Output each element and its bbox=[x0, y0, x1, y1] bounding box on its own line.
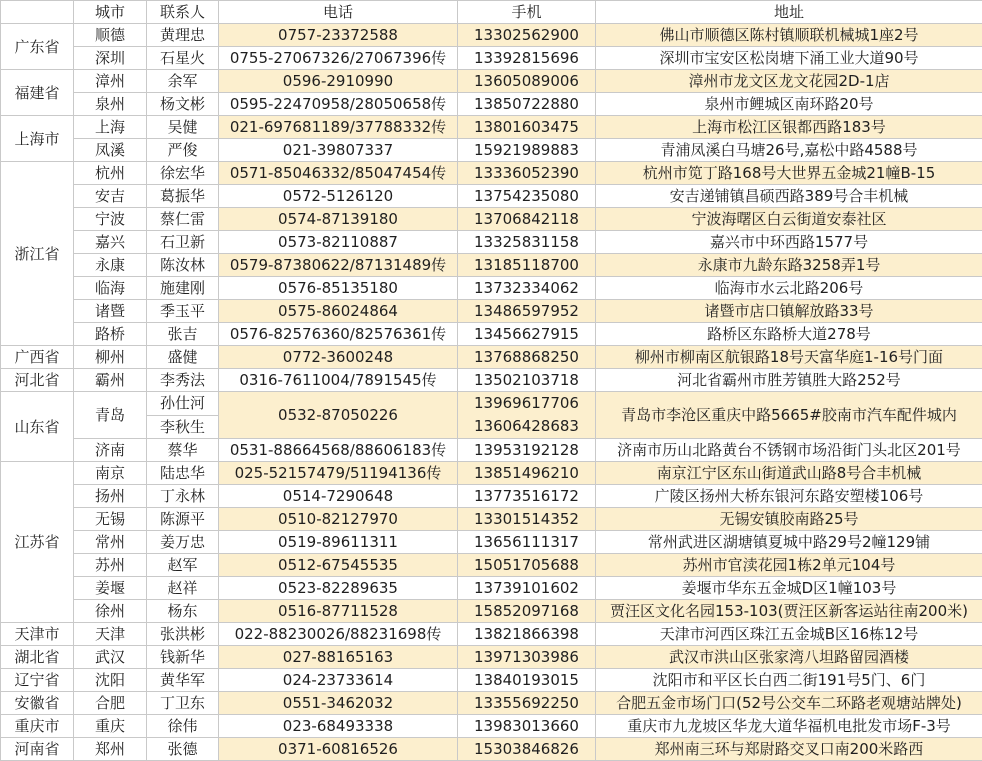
cell-city: 常州 bbox=[74, 531, 147, 554]
cell-mobile: 13605089006 bbox=[458, 70, 596, 93]
table-row bbox=[1, 369, 982, 392]
cell-address: 常州武进区湖塘镇夏城中路29号2幢129铺 bbox=[596, 531, 982, 554]
cell-contact: 丁卫东 bbox=[147, 692, 219, 715]
cell-contact: 余军 bbox=[147, 70, 219, 93]
cell-address: 临海市水云北路206号 bbox=[596, 277, 982, 300]
cell-phone: 0512-67545535 bbox=[219, 554, 458, 577]
cell-contact: 黄理忠 bbox=[147, 24, 219, 47]
cell-phone: 0371-60816526 bbox=[219, 738, 458, 761]
cell-contact: 盛健 bbox=[147, 346, 219, 369]
table-row bbox=[1, 554, 982, 577]
table-row bbox=[1, 162, 982, 185]
cell-city: 扬州 bbox=[74, 485, 147, 508]
table-row bbox=[1, 323, 982, 346]
cell-phone: 0316-7611004/7891545传 bbox=[219, 369, 458, 392]
cell-mobile: 13502103718 bbox=[458, 369, 596, 392]
cell-address: 佛山市顺德区陈村镇顺联机械城1座2号 bbox=[596, 24, 982, 47]
cell-city: 凤溪 bbox=[74, 139, 147, 162]
cell-mobile: 13656111317 bbox=[458, 531, 596, 554]
cell-address: 天津市河西区珠江五金城B区16栋12号 bbox=[596, 623, 982, 646]
cell-city: 宁波 bbox=[74, 208, 147, 231]
table-row bbox=[1, 231, 982, 254]
cell-contact: 丁永林 bbox=[147, 485, 219, 508]
cell-city: 上海 bbox=[74, 116, 147, 139]
cell-address: 沈阳市和平区长白西二街191号5门、6门 bbox=[596, 669, 982, 692]
cell-province: 天津市 bbox=[1, 623, 74, 646]
cell-phone: 021-697681189/37788332传 bbox=[219, 116, 458, 139]
cell-address: 深圳市宝安区松岗塘下涌工业大道90号 bbox=[596, 47, 982, 70]
cell-province: 广西省 bbox=[1, 346, 74, 369]
cell-phone: 0514-7290648 bbox=[219, 485, 458, 508]
cell-address: 青浦凤溪白马塘26号,嘉松中路4588号 bbox=[596, 139, 982, 162]
table-row bbox=[1, 692, 982, 715]
cell-address: 姜堰市华东五金城D区1幢103号 bbox=[596, 577, 982, 600]
cell-address: 柳州市柳南区航银路18号天富华庭1-16号门面 bbox=[596, 346, 982, 369]
cell-province: 江苏省 bbox=[1, 462, 74, 623]
cell-city: 姜堰 bbox=[74, 577, 147, 600]
cell-mobile: 13732334062 bbox=[458, 277, 596, 300]
cell-address: 武汉市洪山区张家湾八坦路留园酒楼 bbox=[596, 646, 982, 669]
cell-contact: 李秀法 bbox=[147, 369, 219, 392]
table-row bbox=[1, 485, 982, 508]
cell-city: 苏州 bbox=[74, 554, 147, 577]
cell-address: 安吉递铺镇昌硕西路389号合丰机械 bbox=[596, 185, 982, 208]
cell-city: 永康 bbox=[74, 254, 147, 277]
cell-address: 苏州市官渎花园1栋2单元104号 bbox=[596, 554, 982, 577]
cell-province: 河南省 bbox=[1, 738, 74, 761]
cell-mobile: 13801603475 bbox=[458, 116, 596, 139]
cell-contact: 杨东 bbox=[147, 600, 219, 623]
cell-address: 无锡安镇胶南路25号 bbox=[596, 508, 982, 531]
cell-phone: 0772-3600248 bbox=[219, 346, 458, 369]
cell-city: 青岛 bbox=[74, 392, 147, 439]
cell-city: 嘉兴 bbox=[74, 231, 147, 254]
cell-city: 顺德 bbox=[74, 24, 147, 47]
column-header: 手机 bbox=[458, 1, 596, 24]
cell-contact: 杨文彬 bbox=[147, 93, 219, 116]
cell-mobile: 13325831158 bbox=[458, 231, 596, 254]
column-header: 地址 bbox=[596, 1, 982, 24]
cell-city: 徐州 bbox=[74, 600, 147, 623]
cell-contact: 施建刚 bbox=[147, 277, 219, 300]
cell-province: 辽宁省 bbox=[1, 669, 74, 692]
cell-contact: 葛振华 bbox=[147, 185, 219, 208]
column-header: 城市 bbox=[74, 1, 147, 24]
cell-mobile: 15921989883 bbox=[458, 139, 596, 162]
table-row bbox=[1, 738, 982, 761]
cell-city: 霸州 bbox=[74, 369, 147, 392]
cell-mobile: 13983013660 bbox=[458, 715, 596, 738]
cell-contact: 石星火 bbox=[147, 47, 219, 70]
cell-city: 天津 bbox=[74, 623, 147, 646]
cell-city: 郑州 bbox=[74, 738, 147, 761]
cell-phone: 024-23733614 bbox=[219, 669, 458, 692]
cell-phone: 0519-89611311 bbox=[219, 531, 458, 554]
cell-contact: 季玉平 bbox=[147, 300, 219, 323]
cell-province: 上海市 bbox=[1, 116, 74, 162]
cell-address: 广陵区扬州大桥东银河东路安塑楼106号 bbox=[596, 485, 982, 508]
table-row bbox=[1, 439, 982, 462]
cell-mobile: 13185118700 bbox=[458, 254, 596, 277]
cell-mobile: 13754235080 bbox=[458, 185, 596, 208]
cell-contact: 吴健 bbox=[147, 116, 219, 139]
table-row bbox=[1, 623, 982, 646]
cell-contact: 张吉 bbox=[147, 323, 219, 346]
cell-contact: 徐宏华 bbox=[147, 162, 219, 185]
cell-city: 临海 bbox=[74, 277, 147, 300]
cell-mobile: 13768868250 bbox=[458, 346, 596, 369]
table-row bbox=[1, 139, 982, 162]
cell-phone: 0757-23372588 bbox=[219, 24, 458, 47]
table-row bbox=[1, 277, 982, 300]
cell-address: 泉州市鲤城区南环路20号 bbox=[596, 93, 982, 116]
cell-phone: 0523-82289635 bbox=[219, 577, 458, 600]
cell-address: 合肥五金市场门口(52号公交车二环路老观塘站牌处) bbox=[596, 692, 982, 715]
cell-mobile: 13301514352 bbox=[458, 508, 596, 531]
cell-contact: 李秋生 bbox=[147, 415, 219, 439]
cell-phone: 0572-5126120 bbox=[219, 185, 458, 208]
cell-phone: 021-39807337 bbox=[219, 139, 458, 162]
cell-contact: 孙仕河 bbox=[147, 392, 219, 416]
table-row bbox=[1, 116, 982, 139]
cell-province: 湖北省 bbox=[1, 646, 74, 669]
cell-phone: 0595-22470958/28050658传 bbox=[219, 93, 458, 116]
cell-phone: 0516-87711528 bbox=[219, 600, 458, 623]
cell-province: 重庆市 bbox=[1, 715, 74, 738]
cell-phone: 022-88230026/88231698传 bbox=[219, 623, 458, 646]
cell-province: 浙江省 bbox=[1, 162, 74, 346]
cell-mobile: 13302562900 bbox=[458, 24, 596, 47]
cell-phone: 0573-82110887 bbox=[219, 231, 458, 254]
cell-mobile: 13851496210 bbox=[458, 462, 596, 485]
cell-phone: 0576-82576360/82576361传 bbox=[219, 323, 458, 346]
cell-city: 重庆 bbox=[74, 715, 147, 738]
table-row bbox=[1, 185, 982, 208]
cell-phone: 0532-87050226 bbox=[219, 392, 458, 439]
column-header: 电话 bbox=[219, 1, 458, 24]
cell-city: 无锡 bbox=[74, 508, 147, 531]
cell-province: 福建省 bbox=[1, 70, 74, 116]
cell-city: 泉州 bbox=[74, 93, 147, 116]
cell-mobile: 13706842118 bbox=[458, 208, 596, 231]
cell-mobile: 13739101602 bbox=[458, 577, 596, 600]
cell-city: 路桥 bbox=[74, 323, 147, 346]
cell-city: 安吉 bbox=[74, 185, 147, 208]
cell-phone: 0596-2910990 bbox=[219, 70, 458, 93]
cell-province: 安徽省 bbox=[1, 692, 74, 715]
cell-contact: 徐伟 bbox=[147, 715, 219, 738]
table-row bbox=[1, 346, 982, 369]
cell-mobile: 13773516172 bbox=[458, 485, 596, 508]
cell-address: 杭州市笕丁路168号大世界五金城21幢B-15 bbox=[596, 162, 982, 185]
cell-mobile: 13840193015 bbox=[458, 669, 596, 692]
column-header bbox=[1, 1, 74, 24]
cell-phone: 0575-86024864 bbox=[219, 300, 458, 323]
table-row bbox=[1, 715, 982, 738]
cell-address: 上海市松江区银都西路183号 bbox=[596, 116, 982, 139]
cell-address: 永康市九龄东路3258弄1号 bbox=[596, 254, 982, 277]
cell-mobile: 13392815696 bbox=[458, 47, 596, 70]
table-row bbox=[1, 646, 982, 669]
cell-city: 漳州 bbox=[74, 70, 147, 93]
cell-phone: 023-68493338 bbox=[219, 715, 458, 738]
cell-phone: 0755-27067326/27067396传 bbox=[219, 47, 458, 70]
cell-phone: 0551-3462032 bbox=[219, 692, 458, 715]
cell-mobile: 13971303986 bbox=[458, 646, 596, 669]
cell-address: 漳州市龙文区龙文花园2D-1店 bbox=[596, 70, 982, 93]
cell-province: 山东省 bbox=[1, 392, 74, 462]
cell-phone: 0510-82127970 bbox=[219, 508, 458, 531]
cell-mobile bbox=[458, 392, 596, 439]
table-row bbox=[1, 93, 982, 116]
table-row bbox=[1, 508, 982, 531]
cell-contact: 蔡仁雷 bbox=[147, 208, 219, 231]
cell-phone: 0576-85135180 bbox=[219, 277, 458, 300]
cell-phone: 0579-87380622/87131489传 bbox=[219, 254, 458, 277]
cell-city: 南京 bbox=[74, 462, 147, 485]
cell-contact: 黄华军 bbox=[147, 669, 219, 692]
cell-address: 宁波海曙区白云街道安泰社区 bbox=[596, 208, 982, 231]
cell-mobile: 13850722880 bbox=[458, 93, 596, 116]
cell-province: 河北省 bbox=[1, 369, 74, 392]
table-row bbox=[1, 392, 982, 416]
mobile-number: 13606428683 bbox=[460, 415, 593, 438]
cell-mobile: 13953192128 bbox=[458, 439, 596, 462]
cell-contact: 石卫新 bbox=[147, 231, 219, 254]
table-row bbox=[1, 70, 982, 93]
table-row bbox=[1, 669, 982, 692]
cell-phone: 027-88165163 bbox=[219, 646, 458, 669]
table-row bbox=[1, 300, 982, 323]
cell-phone: 0571-85046332/85047454传 bbox=[219, 162, 458, 185]
table-row bbox=[1, 24, 982, 47]
cell-city: 柳州 bbox=[74, 346, 147, 369]
cell-city: 济南 bbox=[74, 439, 147, 462]
table-row bbox=[1, 531, 982, 554]
cell-mobile: 13336052390 bbox=[458, 162, 596, 185]
cell-mobile: 15852097168 bbox=[458, 600, 596, 623]
cell-mobile: 13486597952 bbox=[458, 300, 596, 323]
cell-contact: 张德 bbox=[147, 738, 219, 761]
cell-contact: 陈源平 bbox=[147, 508, 219, 531]
cell-address: 贾汪区文化名园153-103(贾汪区新客运站往南200米) bbox=[596, 600, 982, 623]
cell-contact: 蔡华 bbox=[147, 439, 219, 462]
cell-city: 深圳 bbox=[74, 47, 147, 70]
cell-city: 合肥 bbox=[74, 692, 147, 715]
cell-city: 杭州 bbox=[74, 162, 147, 185]
cell-mobile: 15303846826 bbox=[458, 738, 596, 761]
cell-province: 广东省 bbox=[1, 24, 74, 70]
cell-address: 济南市历山北路黄台不锈钢市场沿街门头北区201号 bbox=[596, 439, 982, 462]
cell-contact: 钱新华 bbox=[147, 646, 219, 669]
cell-mobile: 13456627915 bbox=[458, 323, 596, 346]
cell-address: 嘉兴市中环西路1577号 bbox=[596, 231, 982, 254]
cell-city: 沈阳 bbox=[74, 669, 147, 692]
table-header-row bbox=[1, 1, 982, 24]
cell-contact: 陆忠华 bbox=[147, 462, 219, 485]
cell-address: 路桥区东路桥大道278号 bbox=[596, 323, 982, 346]
cell-phone: 0574-87139180 bbox=[219, 208, 458, 231]
table-row bbox=[1, 600, 982, 623]
table-row bbox=[1, 254, 982, 277]
mobile-number: 13969617706 bbox=[460, 392, 593, 415]
cell-contact: 严俊 bbox=[147, 139, 219, 162]
column-header: 联系人 bbox=[147, 1, 219, 24]
cell-contact: 赵祥 bbox=[147, 577, 219, 600]
cell-mobile: 13355692250 bbox=[458, 692, 596, 715]
cell-contact: 张洪彬 bbox=[147, 623, 219, 646]
cell-mobile: 15051705688 bbox=[458, 554, 596, 577]
table-row bbox=[1, 47, 982, 70]
table-row bbox=[1, 208, 982, 231]
cell-city: 武汉 bbox=[74, 646, 147, 669]
cell-address: 河北省霸州市胜芳镇胜大路252号 bbox=[596, 369, 982, 392]
table-body bbox=[1, 24, 982, 761]
cell-contact: 陈汝林 bbox=[147, 254, 219, 277]
table-row bbox=[1, 462, 982, 485]
cell-address: 诸暨市店口镇解放路33号 bbox=[596, 300, 982, 323]
cell-mobile: 13821866398 bbox=[458, 623, 596, 646]
cell-phone: 025-52157479/51194136传 bbox=[219, 462, 458, 485]
cell-address: 青岛市李沧区重庆中路5665#胶南市汽车配件城内 bbox=[596, 392, 982, 439]
cell-contact: 姜万忠 bbox=[147, 531, 219, 554]
cell-address: 南京江宁区东山街道武山路8号合丰机械 bbox=[596, 462, 982, 485]
cell-address: 重庆市九龙坡区华龙大道华福机电批发市场F-3号 bbox=[596, 715, 982, 738]
cell-address: 郑州南三环与郑尉路交叉口南200米路西 bbox=[596, 738, 982, 761]
cell-city: 诸暨 bbox=[74, 300, 147, 323]
cell-contact: 赵军 bbox=[147, 554, 219, 577]
table-row bbox=[1, 577, 982, 600]
cell-phone: 0531-88664568/88606183传 bbox=[219, 439, 458, 462]
